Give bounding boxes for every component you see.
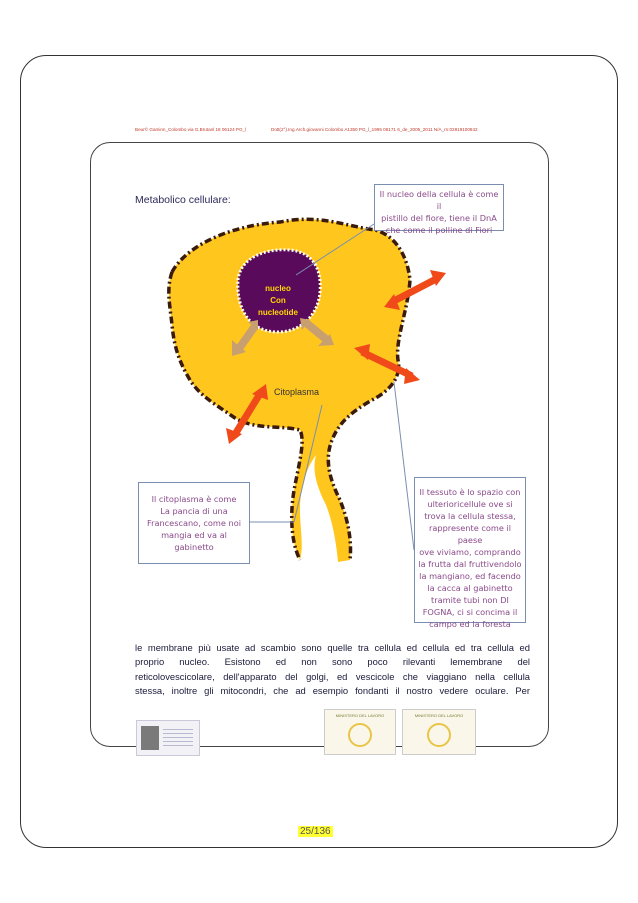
callout-line: FOGNA, ci si concima il: [422, 607, 518, 617]
header-right: Dott(2°).Ing.Arch.giovanni Colombo A1350 PG_l_1995 06171 6_de_2005_2011 N/A_rn:02819100842: [271, 127, 478, 132]
callout-line: Il citoplasma è come: [151, 494, 237, 504]
callout-line: la cacca al gabinetto: [427, 583, 513, 593]
cytoplasm-label: Citoplasma: [274, 387, 320, 397]
nucleus-label-line: nucleotide: [257, 308, 298, 317]
nucleus-label-line: nucleo: [265, 284, 291, 293]
body-line: le membrane più usate ad scambio sono quelle tra cellula ed cellula ed tra cellula ed: [135, 642, 530, 653]
callout-line: mangia ed va al gabinetto: [161, 530, 227, 552]
id-card-image: [136, 720, 200, 756]
stamp-title: MINISTERO DEL LAVORO: [335, 713, 385, 718]
seal-icon: [348, 723, 372, 747]
callout-line: la frutta dal fruttivendolo: [418, 559, 522, 569]
callout-tissue: [414, 477, 526, 629]
stamp-title: MINISTERO DEL LAVORO: [414, 713, 464, 718]
body-paragraph: [135, 641, 530, 699]
body-line: reticolovescicolare, dell'apparato del golgi, ed vescicole che viaggiano nella cellula: [135, 670, 530, 682]
callout-line: ulterioricellule ove si: [427, 499, 513, 509]
callout-line: rappresente come il paese: [428, 523, 512, 545]
diagram-title: Metabolico cellulare:: [135, 194, 231, 206]
callout-cytoplasm: [138, 482, 250, 564]
callout-line: pistillo del fiore, tiene il DnA: [381, 213, 497, 223]
callout-line: La pancia di una: [160, 506, 228, 516]
id-photo: [141, 726, 159, 750]
nucleus-label: [238, 283, 318, 319]
body-line: stessa, inoltre gli mitocondri, che ad esempio fondanti il nostro vedere oculare. Per: [135, 685, 530, 697]
callout-line: Il nucleo della cellula è come il: [379, 189, 499, 211]
callout-nucleus: [374, 184, 504, 235]
callout-line: che come il polline di Fiori: [385, 225, 493, 235]
header-left: Beur© Gaminn_Colombo via G.Brutanl 18 06124 PG_l: [135, 127, 247, 132]
callout-line: tramite tubi non DI: [431, 595, 509, 605]
callout-line: Il tessuto è lo spazio con: [419, 487, 521, 497]
leader-tissue: [394, 382, 414, 550]
id-card-text-lines: [163, 729, 193, 747]
callout-line: la mangiano, ed facendo: [419, 571, 521, 581]
certificate-stamp: [324, 709, 396, 755]
seal-icon: [427, 723, 451, 747]
certificate-stamp: [402, 709, 476, 755]
callout-line: campo ed la foresta: [429, 619, 511, 629]
callout-line: Francescano, come noi: [146, 518, 241, 528]
nucleus-label-line: Con: [270, 296, 286, 305]
callout-line: ove viviamo, comprando: [419, 547, 521, 557]
callout-line: trova la cellula stessa,: [424, 511, 516, 521]
page-number: 25/136: [300, 826, 331, 837]
body-line: proprio nucleo. Esistono ed non sono poco rilevanti lemembrane del: [135, 656, 530, 668]
